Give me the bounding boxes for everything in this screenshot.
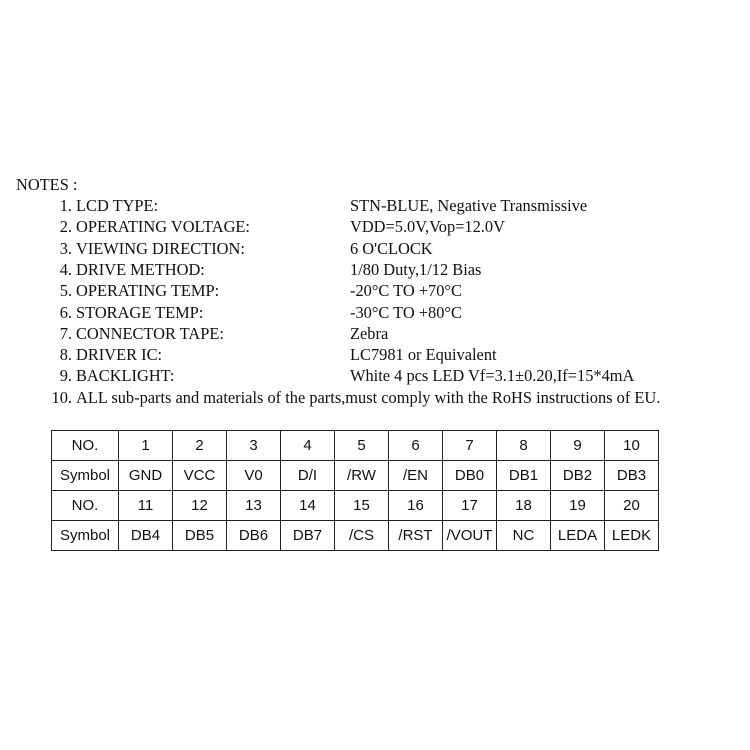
table-cell: /RST bbox=[389, 521, 443, 551]
note-item-connector-tape bbox=[0, 323, 750, 344]
row-header: NO. bbox=[52, 491, 119, 521]
table-cell: LEDA bbox=[551, 521, 605, 551]
note-number: 9. bbox=[59, 366, 72, 386]
table-cell: 18 bbox=[497, 491, 551, 521]
table-cell: /EN bbox=[389, 461, 443, 491]
table-cell: 20 bbox=[605, 491, 659, 521]
table-cell: DB6 bbox=[227, 521, 281, 551]
note-value: 1/80 Duty,1/12 Bias bbox=[350, 259, 482, 279]
row-header: Symbol bbox=[52, 521, 119, 551]
note-item-drive-method bbox=[0, 259, 750, 280]
table-cell: NC bbox=[497, 521, 551, 551]
note-number: 8. bbox=[59, 345, 72, 365]
note-label: STORAGE TEMP: bbox=[76, 302, 204, 322]
notes-title: NOTES : bbox=[16, 175, 78, 194]
note-number: 7. bbox=[59, 323, 72, 343]
note-number: 3. bbox=[59, 238, 72, 258]
note-number: 4. bbox=[59, 259, 72, 279]
note-item-viewing-direction bbox=[0, 238, 750, 259]
table-cell: 13 bbox=[227, 491, 281, 521]
table-cell: DB3 bbox=[605, 461, 659, 491]
table-cell: 7 bbox=[443, 431, 497, 461]
table-cell: 4 bbox=[281, 431, 335, 461]
note-label: OPERATING VOLTAGE: bbox=[76, 217, 250, 237]
table-cell: 5 bbox=[335, 431, 389, 461]
table-cell: 11 bbox=[119, 491, 173, 521]
table-cell: 9 bbox=[551, 431, 605, 461]
note-item-operating-temp bbox=[0, 280, 750, 301]
table-cell: 8 bbox=[497, 431, 551, 461]
table-cell: DB4 bbox=[119, 521, 173, 551]
note-label: LCD TYPE: bbox=[76, 196, 159, 215]
note-item-rohs bbox=[0, 387, 750, 408]
table-cell: 16 bbox=[389, 491, 443, 521]
table-cell: V0 bbox=[227, 461, 281, 491]
table-cell: 3 bbox=[227, 431, 281, 461]
note-value: Zebra bbox=[350, 323, 389, 343]
note-label: OPERATING TEMP: bbox=[76, 281, 220, 301]
table-cell: VCC bbox=[173, 461, 227, 491]
table-cell: DB7 bbox=[281, 521, 335, 551]
note-label: BACKLIGHT: bbox=[76, 366, 175, 386]
table-cell: 14 bbox=[281, 491, 335, 521]
table-cell: 17 bbox=[443, 491, 497, 521]
note-value: VDD=5.0V,Vop=12.0V bbox=[350, 217, 505, 237]
table-cell: LEDK bbox=[605, 521, 659, 551]
note-label: VIEWING DIRECTION: bbox=[76, 238, 245, 258]
pin-table bbox=[51, 430, 659, 551]
note-value: 6 O'CLOCK bbox=[350, 238, 433, 258]
note-item-backlight bbox=[0, 365, 750, 386]
table-cell: 6 bbox=[389, 431, 443, 461]
table-cell: GND bbox=[119, 461, 173, 491]
note-number: 6. bbox=[59, 302, 72, 322]
table-cell: 2 bbox=[173, 431, 227, 461]
note-item-lcd-type bbox=[0, 195, 750, 216]
table-row bbox=[52, 521, 659, 551]
table-cell: 15 bbox=[335, 491, 389, 521]
table-cell: 10 bbox=[605, 431, 659, 461]
table-cell: DB0 bbox=[443, 461, 497, 491]
table-cell: /RW bbox=[335, 461, 389, 491]
table-cell: /CS bbox=[335, 521, 389, 551]
table-row bbox=[52, 491, 659, 521]
note-value: -30°C TO +80°C bbox=[350, 302, 462, 322]
table-cell: DB2 bbox=[551, 461, 605, 491]
note-item-operating-voltage bbox=[0, 216, 750, 237]
note-label: CONNECTOR TAPE: bbox=[76, 323, 224, 343]
note-value: STN-BLUE, Negative Transmissive bbox=[350, 196, 588, 215]
note-value: LC7981 or Equivalent bbox=[350, 345, 497, 365]
table-cell: D/I bbox=[281, 461, 335, 491]
table-cell: 19 bbox=[551, 491, 605, 521]
note-item-driver-ic bbox=[0, 344, 750, 365]
note-item-storage-temp bbox=[0, 302, 750, 323]
note-label: DRIVER IC: bbox=[76, 345, 163, 365]
note-text: ALL sub-parts and materials of the parts,must comply with the RoHS instructions of EU. bbox=[76, 387, 661, 407]
table-cell: 12 bbox=[173, 491, 227, 521]
table-cell: /VOUT bbox=[443, 521, 497, 551]
table-cell: DB5 bbox=[173, 521, 227, 551]
table-cell: DB1 bbox=[497, 461, 551, 491]
row-header: Symbol bbox=[52, 461, 119, 491]
note-number: 5. bbox=[59, 281, 72, 301]
note-label: DRIVE METHOD: bbox=[76, 259, 205, 279]
table-row bbox=[52, 461, 659, 491]
note-number: 10. bbox=[51, 387, 72, 407]
note-number: 2. bbox=[59, 217, 72, 237]
row-header: NO. bbox=[52, 431, 119, 461]
note-value: -20°C TO +70°C bbox=[350, 281, 462, 301]
note-value: White 4 pcs LED Vf=3.1±0.20,If=15*4mA bbox=[350, 366, 635, 386]
note-number: 1. bbox=[59, 196, 72, 215]
table-cell: 1 bbox=[119, 431, 173, 461]
table-row bbox=[52, 431, 659, 461]
